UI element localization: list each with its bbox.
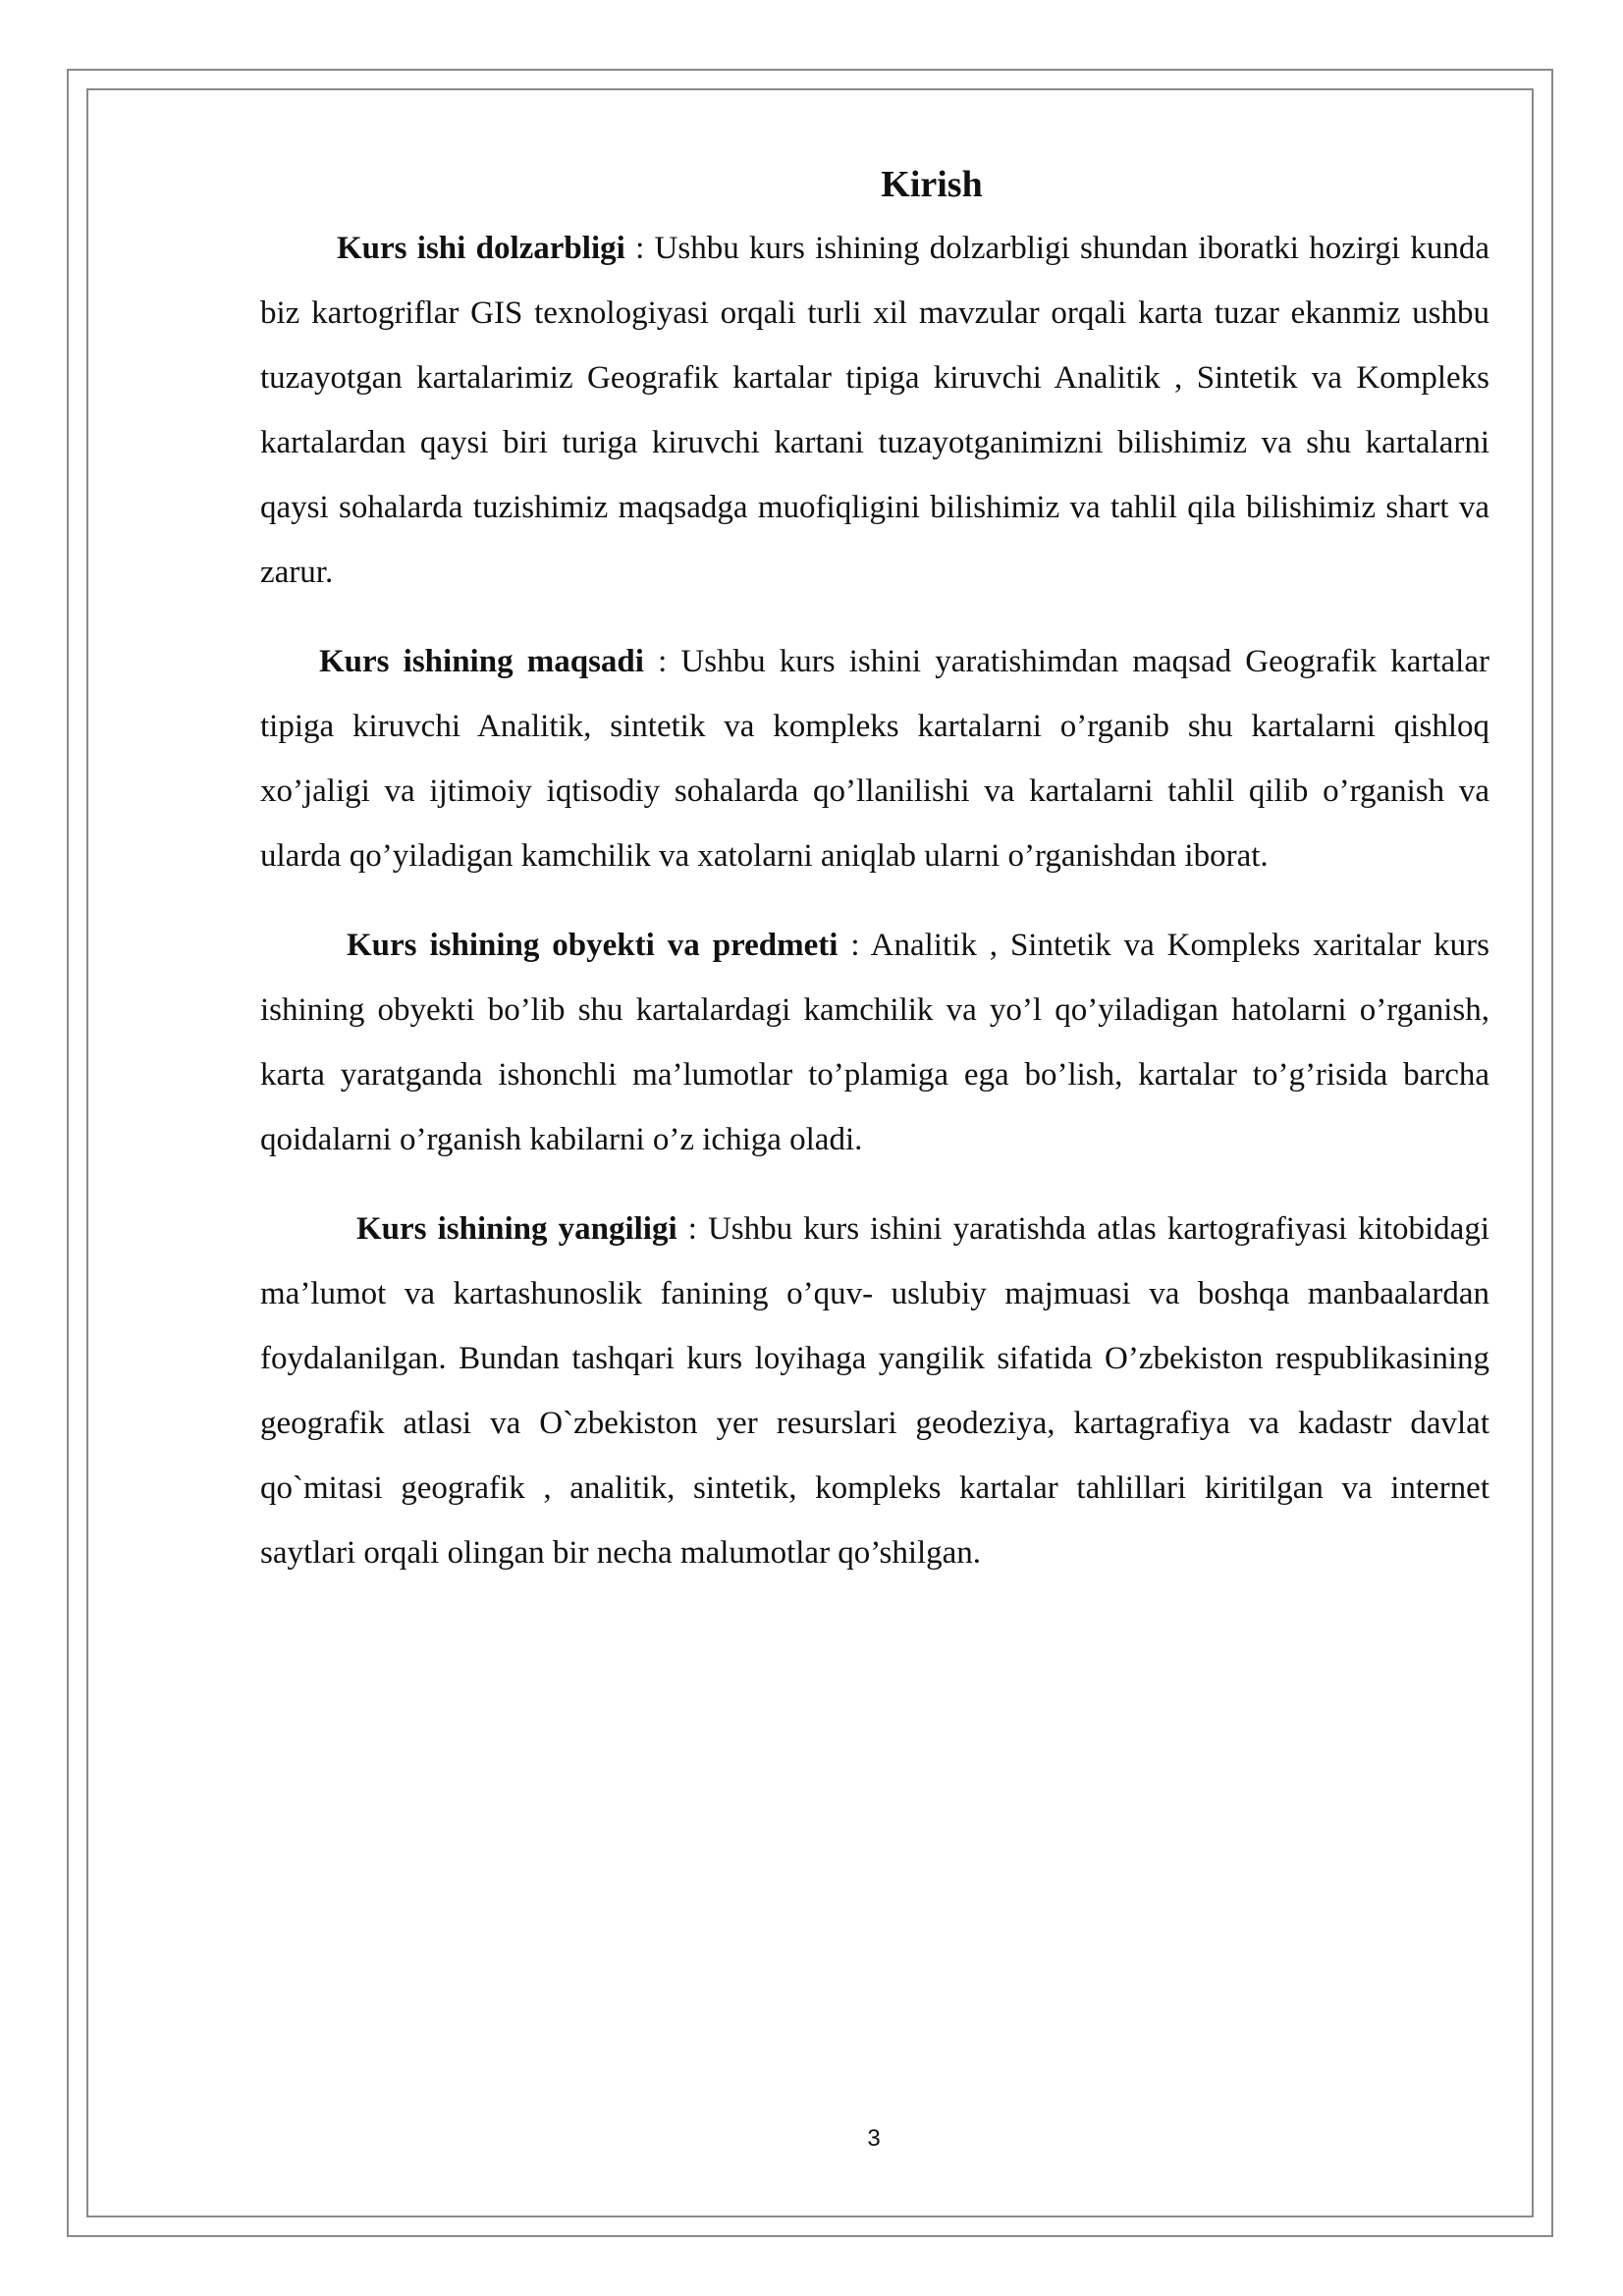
page-number: 3: [867, 2125, 881, 2152]
paragraph-object: [260, 913, 1489, 1172]
paragraph-text: : Ushbu kurs ishini yaratishda atlas kartografiyasi kitobidagi ma’lumot va kartashunoslik fanining o’quv- uslubiy majmuasi va boshqa manbaalardan foydalanilgan. Bundan tashqari kurs loyihaga yangilik sifatida O’zbekiston respublikasining geografik atlasi va O`zbekiston yer resurslari geodeziya, kartagrafiya va kadastr davlat qo`mitasi geografik , analitik, sintetik, kompleks kartalar tahlillari kiritilgan va internet saytlari orqali olingan bir necha malumotlar qo’shilgan.: [260, 1211, 1489, 1571]
page-content: [260, 155, 1489, 1610]
paragraph-lead: Kurs ishining maqsadi: [319, 644, 644, 679]
paragraph-lead: Kurs ishining obyekti va predmeti: [347, 928, 839, 963]
paragraph-novelty: [260, 1197, 1489, 1585]
paragraph-text: : Analitik , Sintetik va Kompleks xaritalar kurs ishining obyekti bo’lib shu kartalardagi kamchilik va yo’l qo’yiladigan hatolarni o’rganish, karta yaratganda ishonchli ma’lumotlar to’plamiga ega bo’lish, kartalar to’g’risida barcha qoidalarni o’rganish kabilarni o’z ichiga oladi.: [260, 928, 1489, 1157]
paragraph-lead: Kurs ishining yangiligi: [356, 1211, 677, 1247]
paragraph-text: : Ushbu kurs ishini yaratishimdan maqsad Geografik kartalar tipiga kiruvchi Analitik, sintetik va kompleks kartalarni o’rganib shu kartalarni qishloq xo’jaligi va ijtimoiy iqtisodiy sohalarda qo’llanilishi va kartalarni tahlil qilib o’rganish va ularda qo’yiladigan kamchilik va xatolarni aniqlab ularni o’rganishdan iborat.: [260, 644, 1489, 874]
paragraph-relevance: [260, 216, 1489, 605]
paragraph-text: : Ushbu kurs ishining dolzarbligi shundan iboratki hozirgi kunda biz kartogriflar GIS texnologiyasi orqali turli xil mavzular orqali karta tuzar ekanmiz ushbu tuzayotgan kartalarimiz Geografik kartalar tipiga kiruvchi Analitik , Sintetik va Kompleks kartalardan qaysi biri turiga kiruvchi kartani tuzayotganimizni bilishimiz va shu kartalarni qaysi sohalarda tuzishimiz maqsadga muofiqligini bilishimiz va tahlil qila bilishimiz shart va zarur.: [260, 231, 1489, 590]
paragraph-lead: Kurs ishi dolzarbligi: [337, 231, 625, 266]
page-title: Kirish: [881, 164, 983, 205]
paragraph-goal: [260, 629, 1489, 888]
